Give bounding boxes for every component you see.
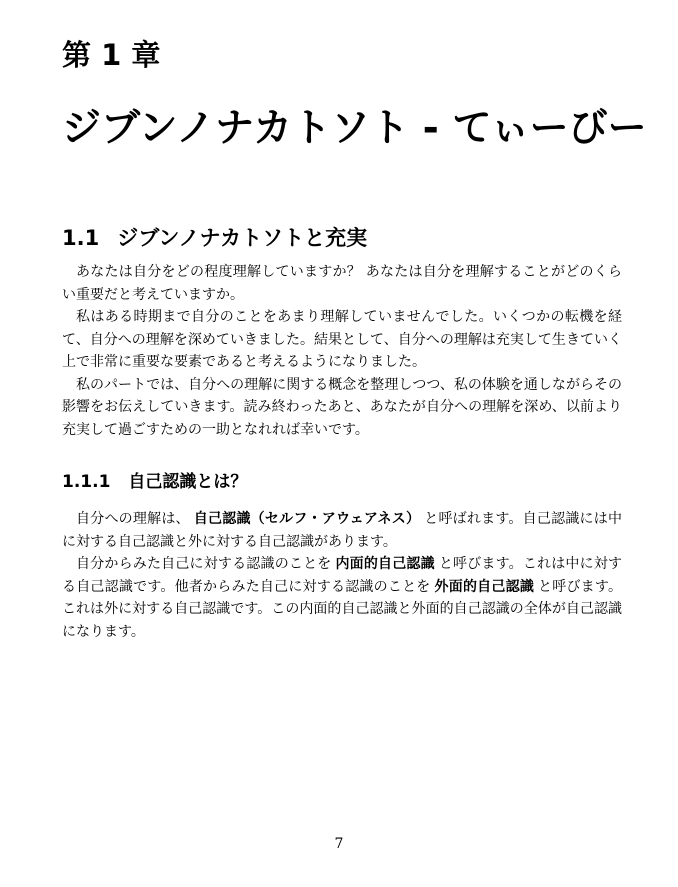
body-paragraph: あなたは自分をどの程度理解していますか？ あなたは自分を理解することがどのくらい重要だと考えていますか。 (62, 264, 622, 303)
chapter-title: ジブンノナカトソト - てぃーびー (62, 106, 647, 151)
key-term: 自己認識（セルフ・アウェアネス） (193, 511, 421, 527)
paragraph-text: 自分からみた自己に対する認識のことを (76, 556, 332, 572)
key-term: 外面的自己認識 (434, 578, 535, 595)
subsection-heading (62, 470, 247, 494)
key-term: 内面的自己認識 (335, 556, 435, 572)
section-number: 1.1 (62, 226, 100, 250)
subsection-number: 1.1.1 (62, 472, 111, 492)
paragraph-text: と呼びます。これは外に対する自己認識です。この内面的自己認識と外面的自己認識の全体が自己認識になります。 (62, 578, 622, 640)
subsection-title: 自己認識とは？ (128, 472, 248, 492)
section-body (62, 261, 622, 441)
page-number: 7 (334, 836, 344, 852)
body-paragraph (62, 508, 622, 553)
paragraph-text: と呼びます。これは中に対する自己認識です。他者からみた自己に対する認識のことを (62, 556, 623, 595)
paragraph-text: 自分への理解は、 (76, 511, 190, 527)
section-heading (62, 224, 367, 252)
section-title: ジブンノナカトソトと充実 (117, 226, 368, 250)
paragraph-text: と呼ばれます。自己認識には中に対する自己認識と外に対する自己認識があります。 (62, 511, 622, 550)
chapter-label: 第 1 章 (62, 38, 161, 72)
body-paragraph (62, 553, 622, 643)
subsection-body (62, 508, 622, 643)
body-paragraph: 私はある時期まで自分のことをあまり理解していませんでした。いくつかの転機を経て、自分への理解を深めていきました。結果として、自分への理解は充実して生きていく上で非常に重要な要素であると考えるようになりました。 (62, 309, 622, 370)
body-paragraph: 私のパートでは、自分への理解に関する概念を整理しつつ、私の体験を通しながらその影響をお伝えしていきます。読み終わったあと、あなたが自分への理解を深め、以前より充実して過ごすための一助となれれば幸いです。 (62, 376, 622, 438)
